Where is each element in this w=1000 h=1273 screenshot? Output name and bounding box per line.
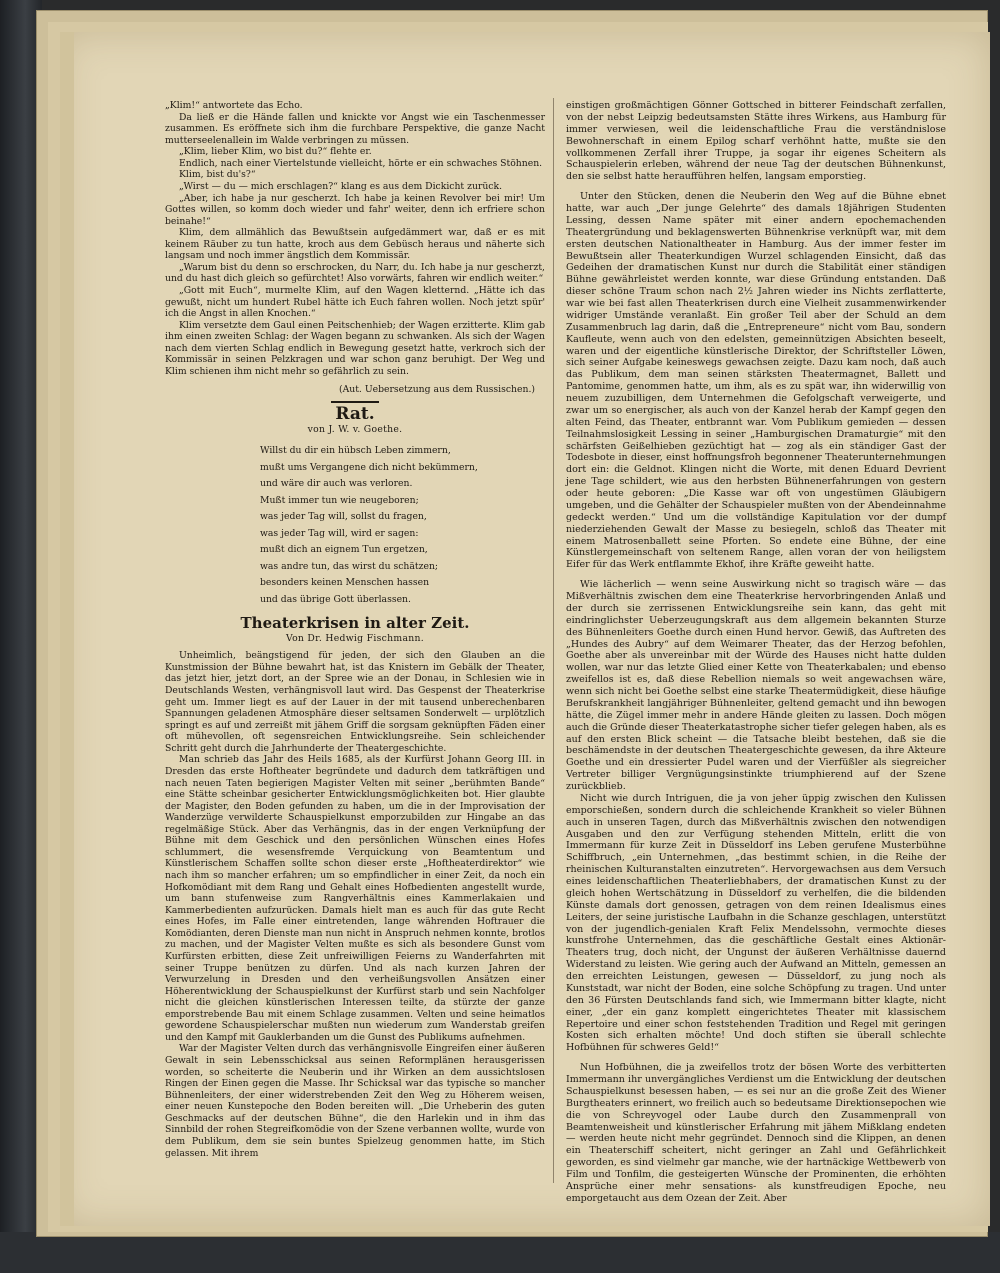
right-column: [566, 100, 946, 1205]
translation-credit: (Aut. Uebersetzung aus dem Russischen.): [338, 383, 535, 395]
story-paragraph: Klim, bist du's?“: [179, 169, 256, 181]
article-title: Theaterkrisen in alter Zeit.: [240, 614, 470, 633]
article-paragraph: Nun Hofbühnen, die ja zweifellos trotz der bösen Worte des verbitterten Immermann ihr unvergängliches Verdienst um die Entwicklung der deutschen Schauspielkunst besessen haben, — es sei nur an die große Zeit des Wiener Burgtheaters erinnert, wo freilich auch so bedeutsame Direktionsepochen wie die von Schreyvogel oder Laube durch den Zusammenprall von Beamtenweisheit und künstlerischer Erfahrung mit jähem Mißklang endeten — werden heute nicht mehr gegründet. Dennoch sind die Klippen, an denen ein Theaterschiff scheitert, nicht geringer an Zahl und Gefährlichkeit geworden, es sind vielmehr gar manche, wie der hartnäckige Wettbewerb von Film und Tonfilm, die gesteigerten Wünsche der Prominenten, die erhöhten Ansprüche einer mehr sensations- als kunstfreudigen Epoche, neu emporgetaucht aus dem Ozean der Zeit. Aber: [566, 1062, 946, 1204]
story-paragraph: Klim, dem allmählich das Bewußtsein aufgedämmert war, daß er es mit keinem Räuber zu tun hatte, kroch aus dem Gebüsch heraus und näherte sich langsam und noch immer ängstlich dem Kommissär.: [165, 227, 545, 262]
paragraph-gap: [566, 183, 946, 191]
article-author: Von Dr. Hedwig Fischmann.: [285, 632, 425, 644]
poem-text: [260, 443, 545, 608]
poem-line: und wäre dir auch was verloren.: [260, 478, 413, 490]
poem-line: was andre tun, das wirst du schätzen;: [260, 560, 439, 572]
page-margin-stripe: [60, 32, 74, 1226]
paragraph-gap: [566, 1054, 946, 1062]
poem-title: Rat.: [335, 404, 375, 425]
article-paragraph: Wie lächerlich — wenn seine Auswirkung nicht so tragisch wäre — das Mißverhältnis zwischen dem eine Theaterkrise hervorbringenden Anlaß und der durch sie zerrissenen Entwicklungsreihe sein kann, das geht mit eindringlichster Ueberzeugungskraft aus dem allgemein bekannten Sturze des Bühnenleiters Goethe durch einen Hund hervor. Gewiß, das Auftreten des „Hundes des Aubry“ auf dem Weimarer Theater, das der Herzog befohlen, Goethe aber als unvereinbar mit der Würde des Hauses nicht hatte dulden wollen, war nur das letzte Glied einer Kette von Theaterkabalen; und ebenso zweifellos ist es, daß diese Rebellion niemals so weit angewachsen wäre, wenn sich nicht bei Goethe selbst eine starke Theatermüdigkeit, diese häufige Berufskrankheit langjähriger Bühnenleiter, geltend gemacht und ihn bewogen hätte, die Zügel immer mehr in andere Hände gleiten zu lassen. Doch mögen auch die Gründe dieser Theaterkatastrophe sicher tiefer gelegen haben, als es auf den ersten Blick scheint — die Tatsache bleibt bestehen, daß sie die beschämendste in der deutschen Theatergeschichte gewesen, da ihre Akteure Goethe und ein dressierter Pudel waren und der Vierfüßler als siegreicher Vertreter billiger Vergnügungsinstinkte triumphierend auf der Szene zurückblieb.: [566, 579, 946, 792]
article-paragraph: Unheimlich, beängstigend für jeden, der sich den Glauben an die Kunstmission der Bühne bewahrt hat, ist das Knistern im Gebälk der Theater, das jetzt hier, jetzt dort, an der Spree wie an der Donau, in Schlesien wie in Deutschlands Westen, verhängnisvoll laut wird. Das Gespenst der Theaterkrise geht um. Immer liegt es auf der Lauer in der mit tausend unberechenbaren Spannungen geladenen Atmosphäre dieser seltsamen Sonderwelt — urplötzlich springt es auf und zerreißt mit jähem Griff die sorgsam geknüpften Fäden einer oft mühevollen, oft segensreichen Entwicklungsreihe. Sein schleichender Schritt geht durch die Jahrhunderte der Theatergeschichte.: [165, 650, 545, 754]
article-paragraph: Unter den Stücken, denen die Neuberin den Weg auf die Bühne ebnet hatte, war auch „Der junge Gelehrte“ des damals 18jährigen Studenten Lessing, dessen Name später mit einer andern epochemachenden Theatergründung und beklagenswerten Bühnenkrise verknüpft war, mit dem ersten deutschen Nationaltheater in Hamburg. Aus der immer fester im Bewußtsein aller Theaterkundigen Wurzel schlagenden Einsicht, daß das Gedeihen der dramatischen Kunst nur durch die Stabilität einer ständigen Bühne gewährleistet werden konnte, war diese Gründung entstanden. Daß dieser schöne Traum schon nach 2½ Jahren wieder ins Nichts zerflatterte, war wie bei fast allen Theaterkrisen durch eine Vielheit zusammenwirkender widriger Umstände veranlaßt. Ein großer Teil aber der Schuld an dem Zusammenbruch lag darin, daß die „Entrepreneure“ nicht vom Bau, sondern Kaufleute, wenn auch von den edelsten, gemeinnützigen Absichten beseelt, waren und der eigentliche künstlerische Direktor, der Schriftsteller Löwen, sich seiner Aufgabe keineswegs gewachsen zeigte. Dazu kam noch, daß auch das Publikum, dem man seinen stärksten Theatermagnet, Ballett und Pantomime, genommen hatte, um ihm, als es zu spät war, ihn widerwillig von neuem zuzubilligen, dem Unternehmen die Gefolgschaft verweigerte, und zwar um so energischer, als auch von der Kanzel herab der Kampf gegen den alten Feind, das Theater, entbrannt war. Vom Publikum gemieden — dessen Teilnahmslosigkeit Lessing in seiner „Hamburgischen Dramaturgie“ mit den schärfsten Geißelhieben gezüchtigt hat — zog als ein ständiger Gast der Todesbote in dieser, einst hoffnungsfroh begonnener Theaterunternehmungen dort ein: die Geldnot. Klingen nicht die Worte, mit denen Eduard Devrient jene Tage schildert, wie aus den herbsten Bühnenerfahrungen von gestern oder heute geboren: „Die Kasse war oft von ungestümen Gläubigern umgeben, und die Gehälter der Schauspieler mußten von der Abendeinnahme gedeckt werden.“ Und um die vollständige Kapitulation vor der dumpf niederziehenden Gewalt der Masse zu besiegeln, schloß das Theater mit einem Matrosenballett seine Pforten. So endete eine Bühne, der eine Künstlergemeinschaft von seltenem Range, allen voran der von heiligstem Eifer für das Werk entflammte Ekhof, ihre Kräfte geweiht hatte.: [566, 191, 946, 571]
article-section: [165, 614, 545, 1159]
poem-line: was jeder Tag will, wird er sagen:: [260, 527, 419, 539]
article-paragraph: einstigen großmächtigen Gönner Gottsched in bitterer Feindschaft zerfallen, von der nebst Leipzig bedeutsamsten Stätte ihres Wirkens, aus Hamburg für immer verwiesen, weil die leidenschaftliche Frau die verständnislose Bewohnerschaft in einem Epilog scharf verhöhnt hatte, mußte sie den vollkommenen Zerfall ihrer Truppe, ja sogar ihr eigenes Scheitern als Schauspielerin erleben, während der neue Tag der deutschen Bühnenkunst, den sie selbst hatte heraufführen helfen, langsam emporstieg.: [566, 100, 946, 183]
poem-section: [165, 404, 545, 608]
story-paragraph: „Aber, ich habe ja nur gescherzt. Ich habe ja keinen Revolver bei mir! Um Gottes willen, so komm doch wieder und fahr' weiter, denn ich erfriere schon beinahe!“: [165, 192, 545, 227]
story-paragraph: Endlich, nach einer Viertelstunde vielleicht, hörte er ein schwaches Stöhnen.: [179, 157, 543, 169]
story-paragraph: „Gott mit Euch“, murmelte Klim, auf den Wagen kletternd. „Hätte ich das gewußt, nicht um hundert Rubel hätte ich Euch fahren wollen. Noch jetzt spür' ich die Angst in allen Knochen.“: [165, 285, 545, 320]
story-paragraph: „Wirst — du — mich erschlagen?“ klang es aus dem Dickicht zurück.: [179, 180, 503, 192]
story-paragraph: Klim versetzte dem Gaul einen Peitschenhieb; der Wagen erzitterte. Klim gab ihm einen zweiten Schlag: der Wagen begann zu schwanken. Als sich der Wagen nach dem vierten Schlag endlich in Bewegung gesetzt hatte, verkroch sich der Kommissär in seinen Pelzkragen und war schon ganz beruhigt. Der Weg und Klim schienen ihm nicht mehr so gefährlich zu sein.: [165, 319, 545, 377]
story-ending: [165, 100, 545, 395]
poem-line: Willst du dir ein hübsch Leben zimmern,: [260, 445, 451, 457]
book-cover-bottom: [0, 1232, 1000, 1273]
column-divider: [553, 98, 554, 1183]
article-paragraph: War der Magister Velten durch das verhängnisvolle Eingreifen einer äußeren Gewalt in sein Lebensschicksal aus seinen Reformplänen herausgerissen worden, so scheiterte die Neuberin und ihr Wirken an dem aussichtslosen Ringen der Einen gegen die Masse. Ihr Schicksal war das typische so mancher Bühnenleiters, der einer widerstrebenden Zeit den Weg zu Höherem weisen, einer neuen Kunstepoche den Boden bereiten will. „Die Urheberin des guten Geschmacks auf der deutschen Bühne“, die den Harlekin und in ihm das Sinnbild der rohen Stegreifkomödie von der Szene verbannen wollte, wurde von dem Publikum, dem sie sein buntes Spielzeug genommen hatte, im Stich gelassen. Mit ihrem: [165, 1043, 545, 1159]
poem-line: was jeder Tag will, sollst du fragen,: [260, 511, 427, 523]
section-rule: [331, 401, 379, 403]
poem-line: mußt ums Vergangene dich nicht bekümmern,: [260, 461, 478, 473]
left-column: [165, 100, 545, 1159]
article-paragraph: Man schrieb das Jahr des Heils 1685, als der Kurfürst Johann Georg III. in Dresden das erste Hoftheater begründete und dadurch dem tatkräftigen und nach neuen Taten begierigen Magister Velten mit seiner „berühmten Bande“ eine Stätte scheinbar gesicherter Entwicklungsmöglichkeiten bot. Hier glaubte der Magister, den Boden gefunden zu haben, um die in der Improvisation der Wanderzüge verwilderte Schauspielkunst emporzubilden zur Hingabe an das regelmäßige Stück. Aber das Verhängnis, das in der engen Verknüpfung der Bühne mit dem Geschick und den persönlichen Wünschen eines Hofes schlummert, die wesensfremde Verquickung von Beamtentum und Künstlerischem Schaffen sollte schon dieser erste „Hoftheaterdirektor“ wie nach ihm so mancher erfahren; um so empfindlicher in einer Zeit, da noch ein Hofkomödiant mit dem Rang und Gehalt eines Hofbedienten angestellt wurde, um bann stufenweise zum Rangverhältnis eines Kammerlakaien und Kammerbedienten aufzurücken. Damals hielt man es auch für das gute Recht eines Hofes, im Falle einer eintretenden, lange währenden Hoftrauer die Komödianten, deren Dienste man nun nicht in Anspruch nehmen konnte, brotlos zu machen, und der Magister Velten mußte es sich als besondere Gunst vom Kurfürsten erbitten, diese Zeit unfreiwilligen Feierns zu Wanderfahrten mit seiner Truppe benützen zu dürfen. Und als nach kurzen Jahren der Verwurzelung in Dresden und den verheißungsvollen Ansätzen einer Höherentwicklung der Schauspielkunst der Kurfürst starb und sein Nachfolger nicht die gleichen künstlerischen Interessen teilte, da stürzte der ganze emporstrebende Bau mit einem Schlage zusammen. Velten und seine heimatlos gewordene Schauspielerschar mußten nun wiederum zum Wanderstab greifen und den Kampf mit Gauklerbanden um die Gunst des Publikums aufnehmen.: [165, 754, 545, 1043]
poem-line: Mußt immer tun wie neugeboren;: [260, 494, 419, 506]
article-paragraph: Nicht wie durch Intriguen, die ja von jeher üppig zwischen den Kulissen emporschießen, sondern durch die schleichende Krankheit so vieler Bühnen auch in unseren Tagen, durch das Mißverhältnis zwischen den notwendigen Ausgaben und den zur Verfügung stehenden Mitteln, erlitt die von Immermann für kurze Zeit in Düsseldorf ins Leben gerufene Musterbühne Schiffbruch, „ein Unternehmen, „das bestimmt schien, in die Reihe der rheinischen Kulturanstalten einzutreten“. Hervorgewachsen aus dem Versuch eines leidenschaftlichen Theaterliebhabers, der dramatischen Kunst zu der gleich hohen Wertschätzung in Düsseldorf zu verhelfen, die die bildenden Künste damals dort genossen, getragen von dem reinen Idealismus eines Leiters, der seine juristische Laufbahn in die Schanze geschlagen, unterstützt von der jugendlich-genialen Kraft Felix Mendelssohn, vermochte dieses kunstfrohe Unternehmen, das die geschäftliche Gestalt eines Aktionär-Theaters trug, doch nicht, der Ungunst der äußeren Verhältnisse dauernd Widerstand zu leisten. Wie gering auch der Aufwand an Mitteln, gemessen an den erreichten Leistungen, gewesen — Düsseldorf, zu jung noch als Kunststadt, war nicht der Boden, eine solche Schöpfung zu tragen. Und unter den 36 Fürsten Deutschlands fand sich, wie Immermann bitter klagte, nicht einer, „der ein ganz komplett eingerichtetes Theater mit klassischem Repertoire und einer schon feststehenden Tradition und Regel mit geringen Kosten sich erhalten möchte! Und doch stiften sie überall schlechte Hofbühnen für schweres Geld!“: [566, 792, 946, 1054]
story-paragraph: Da ließ er die Hände fallen und knickte vor Angst wie ein Taschenmesser zusammen. Es eröffnete sich ihm die furchbare Perspektive, die ganze Nacht mutterseelenallein im Walde verbringen zu müssen.: [165, 111, 545, 146]
poem-line: mußt dich an eignem Tun ergetzen,: [260, 544, 428, 556]
poem-line: und das übrige Gott überlassen.: [260, 593, 411, 605]
paragraph-gap: [566, 571, 946, 579]
poem-author: von J. W. v. Goethe.: [307, 423, 403, 435]
poem-line: besonders keinen Menschen hassen: [260, 577, 430, 589]
story-paragraph: „Warum bist du denn so erschrocken, du Narr, du. Ich habe ja nur gescherzt, und du hast dich gleich so gefürchtet! Also vorwärts, fahren wir endlich weiter.“: [165, 261, 545, 285]
story-paragraph: „Klim!“ antwortete das Echo.: [165, 100, 303, 111]
story-paragraph: „Klim, lieber Klim, wo bist du?“ flehte er.: [179, 146, 372, 158]
